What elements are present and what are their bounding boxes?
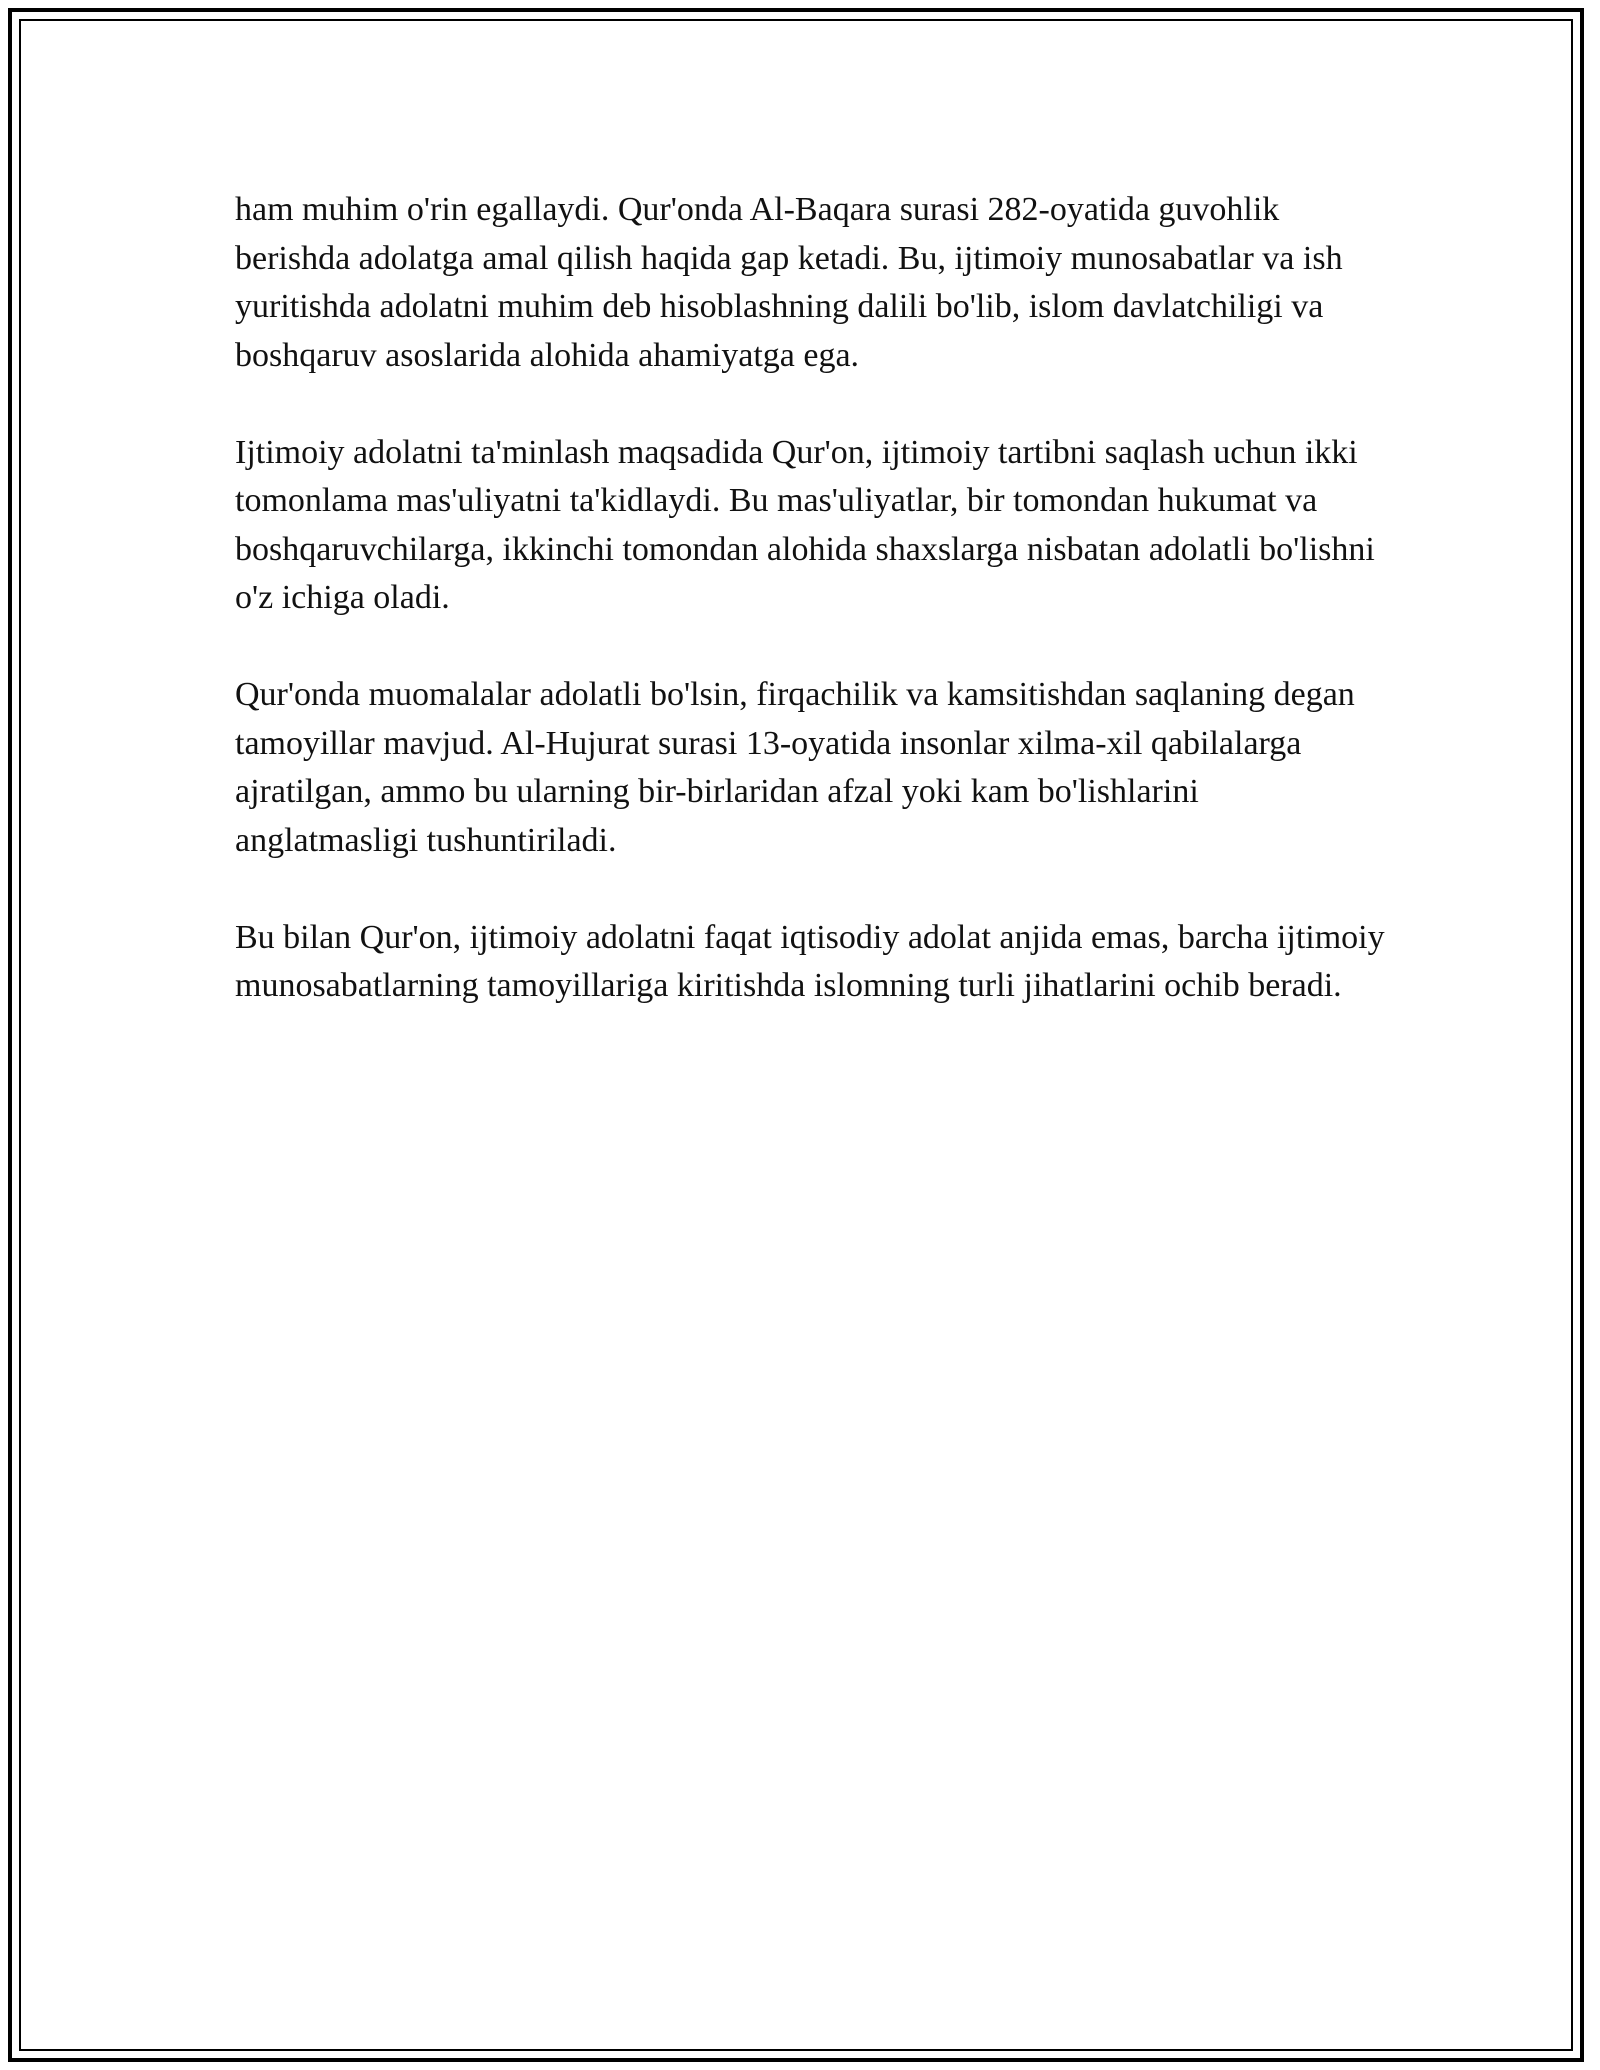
paragraph-2: Ijtimoiy adolatni ta'minlash maqsadida Qur'on, ijtimoiy tartibni saqlash uchun ikki tomonlama mas'uliyatni ta'kidlaydi. Bu mas'uliyatlar, bir tomondan hukumat va boshqaruvchilarga, ikkinchi tomondan alohida shaxslarga nisbatan adolatli bo'lishni o'z ichiga oladi. bbox=[235, 433, 1375, 616]
paragraph-4: Bu bilan Qur'on, ijtimoiy adolatni faqat iqtisodiy adolat anjida emas, barcha ijtimoiy munosabatlarning tamoyillariga kiritishda islomning turli jihatlarini ochib beradi. bbox=[235, 918, 1385, 1004]
paragraph-1: ham muhim o'rin egallaydi. Qur'onda Al-Baqara surasi 282-oyatida guvohlik berishda adolatga amal qilish haqida gap ketadi. Bu, ijtimoiy munosabatlar va ish yuritishda adolatni muhim deb hisoblashning dalili bo'lib, islom davlatchiligi va boshqaruv asoslarida alohida ahamiyatga ega. bbox=[235, 191, 1343, 374]
document-body bbox=[235, 186, 1385, 1059]
paragraph-3: Qur'onda muomalalar adolatli bo'lsin, firqachilik va kamsitishdan saqlaning degan tamoyillar mavjud. Al-Hujurat surasi 13-oyatida insonlar xilma-xil qabilalarga ajratilgan, ammo bu ularning bir-birlaridan afzal yoki kam bo'lishlarini anglatmasligi tushuntiriladi. bbox=[235, 676, 1355, 859]
